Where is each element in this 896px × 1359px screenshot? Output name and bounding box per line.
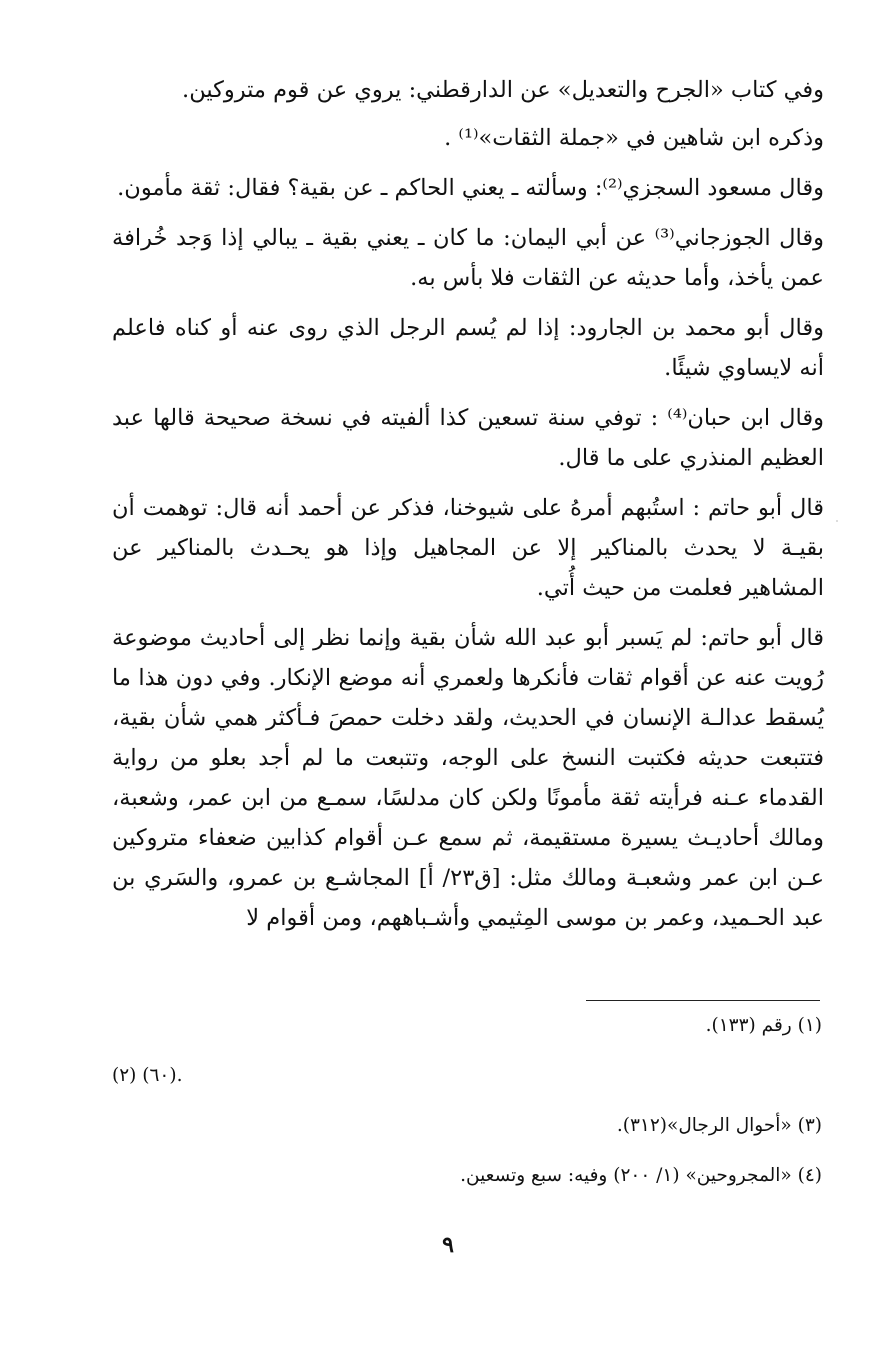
footnote-divider <box>586 1000 820 1001</box>
footnotes <box>112 1014 822 1214</box>
footnote-3: (٣) «أحوال الرجال»(٣١٢). <box>616 1115 822 1136</box>
paragraph-daraqutni: وفي كتاب «الجرح والتعديل» عن الدارقطني: يروي عن قوم متروكين. <box>182 77 824 103</box>
paragraph-jawzajani: وقال الجوزجاني⁽³⁾ عن أبي اليمان: ما كان ـ يعني بقية ـ يبالي إذا وَجد خُرافة عمن يأخذ، وأما حديثه عن الثقات فلا بأس به. <box>112 225 825 291</box>
paragraph-ibn-hibban: وقال ابن حبان⁽⁴⁾ : توفي سنة تسعين كذا ألفيته في نسخة صحيحة قالها عبد العظيم المنذري على ما قال. <box>112 405 825 471</box>
footnote-2: (٢) (٦٠). <box>112 1065 183 1086</box>
footnote-4: (٤) «المجروحين» (١/ ٢٠٠) وفيه: سبع وتسعين. <box>460 1165 822 1186</box>
paragraph-abu-hatim-2: قال أبو حاتم: لم يَسبر أبو عبد الله شأن بقية وإنما نظر إلى أحاديث موضوعة رُويت عنه عن أقوام ثقات فأنكرها ولعمري أنه موضع الإنكار. وفي دون هذا ما يُسقط عدالـة الإنسان في الحديث، ولقد دخلت حمصَ فـأكثر همي شأن بقية، فتتبعت حديثه فكتبت النسخ على الوجه، وتتبعت ما لم أجد بعلو من رواية القدماء عـنه فرأيته ثقة مأمونًا ولكن كان مدلسًا، سمـع من ابن عمر، وشعبة، ومالك أحاديـث يسيرة مستقيمة، ثم سمع عـن أقوام كذابين ضعفاء متروكين عـن ابن عمر وشعبـة ومالك مثل: [ق٢٣/ أ] المجاشـع بن عمرو، والسَري بن عبد الحـميد، وعمر بن موسى المِثيمي وأشـباههم، ومن أقوام لا <box>112 625 824 931</box>
page-number: ٩ <box>442 1232 454 1258</box>
paragraph-ibn-jarud: وقال أبو محمد بن الجارود: إذا لم يُسم الرجل الذي روى عنه أو كناه فاعلم أنه لايساوي شيئًا. <box>112 315 824 381</box>
paragraph-masud-sijzi: وقال مسعود السجزي⁽²⁾: وسألته ـ يعني الحاكم ـ عن بقية؟ فقال: ثقة مأمون. <box>117 175 824 201</box>
scan-speck <box>836 520 838 522</box>
main-text <box>112 70 824 948</box>
paragraph-abu-hatim-1: قال أبو حاتم : استُبهم أمرهُ على شيوخنا، فذكر عن أحمد أنه قال: توهمت أن بقيـة لا يحدث بالمناكير إلا عن المجاهيل وإذا هو يحـدث بالمناكير عن المشاهير فعلمت من حيث أُتي. <box>112 495 825 601</box>
paragraph-ibn-shahin: وذكره ابن شاهين في «جملة الثقات»⁽¹⁾ . <box>444 125 824 151</box>
footnote-1: (١) رقم (١٣٣). <box>705 1015 822 1036</box>
